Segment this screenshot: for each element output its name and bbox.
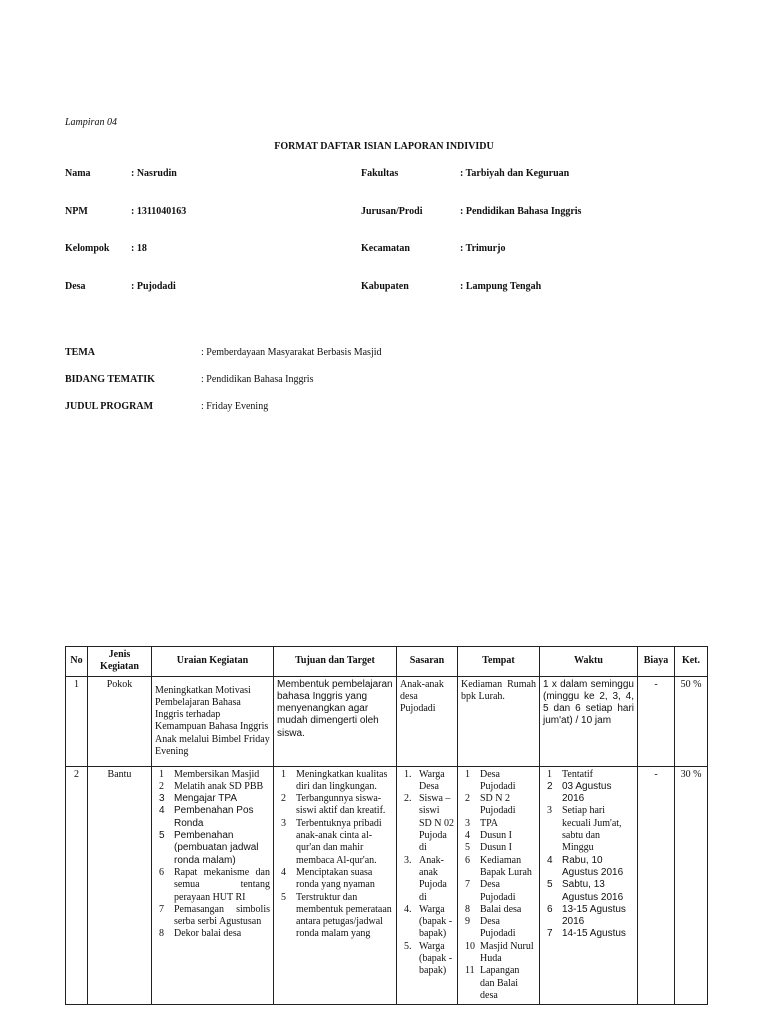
bidang-tematik-value: : Pendidikan Bahasa Inggris [201, 374, 314, 385]
row2-jenis: Bantu [88, 766, 152, 1005]
row2-tujuan-list [277, 769, 393, 941]
row1-ket: 50 % [675, 676, 708, 766]
header-sasaran: Sasaran [397, 647, 458, 677]
list-item: 4. Warga (bapak - bapak) [404, 903, 453, 940]
row2-biaya: - [638, 766, 675, 1005]
page-title: FORMAT DAFTAR ISIAN LAPORAN INDIVIDU [274, 141, 494, 152]
row1-jenis: Pokok [88, 676, 152, 766]
list-item: 2. Siswa – siswi SD N 02 Pujoda di [404, 793, 455, 854]
header-biaya: Biaya [638, 647, 675, 677]
kecamatan-value: : Trimurjo [460, 243, 506, 254]
row2-tempat-list [461, 769, 536, 1003]
row2-sasaran-list [400, 769, 454, 978]
list-item: 4 Menciptakan suasa ronda yang nyaman [281, 866, 375, 891]
header-jenis-kegiatan: Jenis Kegiatan [88, 647, 152, 677]
list-item: 6 13-15 Agustus 2016 [547, 903, 626, 928]
header-waktu: Waktu [540, 647, 638, 677]
kelompok-label: Kelompok [65, 243, 110, 254]
nama-label: Nama [65, 168, 91, 179]
nama-value: : Nasrudin [131, 168, 177, 179]
row1-waktu: 1 x dalam seminggu (minggu ke 2, 3, 4, 5 dan 6 setiap hari jum'at) / 10 jam [540, 676, 638, 766]
list-item: 9 Desa Pujodadi [465, 916, 516, 940]
row1-sasaran: Anak-anak desa Pujodadi [397, 676, 458, 766]
row2-uraian [152, 766, 274, 1005]
list-item: 1 Desa Pujodadi [465, 768, 516, 792]
row2-waktu-list [543, 769, 634, 941]
row2-tempat [458, 766, 540, 1005]
list-item: 8 Balai desa [465, 903, 522, 915]
list-item: 3 Mengajar TPA [159, 793, 237, 805]
row1-uraian: Meningkatkan Motivasi Pembelajaran Bahasa Inggris terhadap Kemampuan Bahasa Inggris Anak melalui Bimbel Friday Evening [152, 676, 274, 766]
list-item: 1 Tentatif [547, 768, 593, 780]
list-item: 4 Pembenahan Pos Ronda [159, 805, 254, 829]
row1-tujuan: Membentuk pembelajaran bahasa Inggris yang menyenangkan agar mudah dimengerti oleh siswa. [274, 676, 397, 766]
header-tempat: Tempat [458, 647, 540, 677]
row1-no: 1 [66, 676, 88, 766]
kelompok-value: : 18 [131, 243, 147, 254]
list-item: 2 03 Agustus 2016 [547, 780, 612, 805]
list-item: 3 TPA [465, 817, 498, 829]
header-no: No [66, 647, 88, 677]
list-item: 5. Warga (bapak - bapak) [404, 940, 453, 977]
row2-ket: 30 % [675, 766, 708, 1005]
list-item: 7 Pemasangan simbolis serba serbi Agustusan [159, 903, 270, 928]
list-item: 5 Terstruktur dan membentuk pemerataan antara petugas/jadwal ronda malam yang [281, 891, 392, 940]
list-item: 7 14-15 Agustus [547, 928, 626, 940]
list-item: 1 Membersikan Masjid [159, 768, 260, 780]
judul-program-label: JUDUL PROGRAM [65, 401, 154, 412]
tema-label: TEMA [65, 347, 95, 358]
table-row [66, 676, 708, 766]
kabupaten-label: Kabupaten [361, 281, 409, 292]
fakultas-value: : Tarbiyah dan Keguruan [460, 168, 570, 179]
jurusan-value: : Pendidikan Bahasa Inggris [460, 206, 582, 217]
list-item: 6 Rapat mekanisme dan semua tentang perayaan HUT RI [159, 866, 270, 903]
header-uraian-kegiatan: Uraian Kegiatan [152, 647, 274, 677]
list-item: 5 Sabtu, 13 Agustus 2016 [547, 879, 624, 903]
list-item: 1. Warga Desa [404, 768, 445, 792]
activities-table [65, 646, 708, 1005]
judul-program-value: : Friday Evening [201, 401, 269, 412]
row2-no: 2 [66, 766, 88, 1005]
npm-label: NPM [65, 206, 88, 217]
row2-tujuan [274, 766, 397, 1005]
kabupaten-value: : Lampung Tengah [460, 281, 542, 292]
jurusan-label: Jurusan/Prodi [361, 206, 423, 217]
table-header-row [66, 647, 708, 677]
header-tujuan-target: Tujuan dan Target [274, 647, 397, 677]
list-item: 2 Terbangunnya siswa-siswi aktif dan kreatif. [281, 793, 386, 817]
bidang-tematik-label: BIDANG TEMATIK [65, 374, 155, 385]
list-item: 4 Rabu, 10 Agustus 2016 [547, 854, 624, 878]
desa-label: Desa [65, 281, 86, 292]
list-item: 8 Dekor balai desa [159, 928, 242, 940]
list-item: 7 Desa Pujodadi [465, 879, 516, 903]
tema-value: : Pemberdayaan Masyarakat Berbasis Masjid [201, 347, 382, 358]
row1-tempat: Kediaman Rumah bpk Lurah. [458, 676, 540, 766]
row1-biaya: - [638, 676, 675, 766]
list-item: 10 Masjid Nurul Huda [465, 940, 534, 965]
list-item: 6 Kediaman Bapak Lurah [465, 854, 532, 878]
list-item: 3 Terbentuknya pribadi anak-anak cinta al-qur'an dan mahir membaca Al-qur'an. [281, 817, 382, 866]
header-ket: Ket. [675, 647, 708, 677]
kecamatan-label: Kecamatan [361, 243, 410, 254]
list-item: 11 Lapangan dan Balai desa [465, 965, 520, 1001]
row2-waktu [540, 766, 638, 1005]
desa-value: : Pujodadi [131, 281, 176, 292]
list-item: 4 Dusun I [465, 830, 512, 842]
list-item: 1 Meningkatkan kualitas diri dan lingkungan. [281, 768, 388, 792]
fakultas-label: Fakultas [361, 168, 399, 179]
row2-sasaran [397, 766, 458, 1005]
row2-uraian-list [155, 769, 270, 941]
list-item: 3 Setiap hari kecuali Jum'at, sabtu dan Minggu [547, 805, 622, 854]
npm-value: : 1311040163 [131, 206, 187, 217]
list-item: 5 Dusun I [465, 842, 512, 854]
lampiran-label: Lampiran 04 [65, 117, 117, 128]
list-item: 2 SD N 2 Pujodadi [465, 793, 516, 817]
list-item: 3. Anak-anak Pujoda di [404, 854, 447, 903]
list-item: 2 Melatih anak SD PBB [159, 780, 264, 792]
table-row [66, 766, 708, 1005]
list-item: 5 Pembenahan (pembuatan jadwal ronda malam) [159, 830, 259, 866]
